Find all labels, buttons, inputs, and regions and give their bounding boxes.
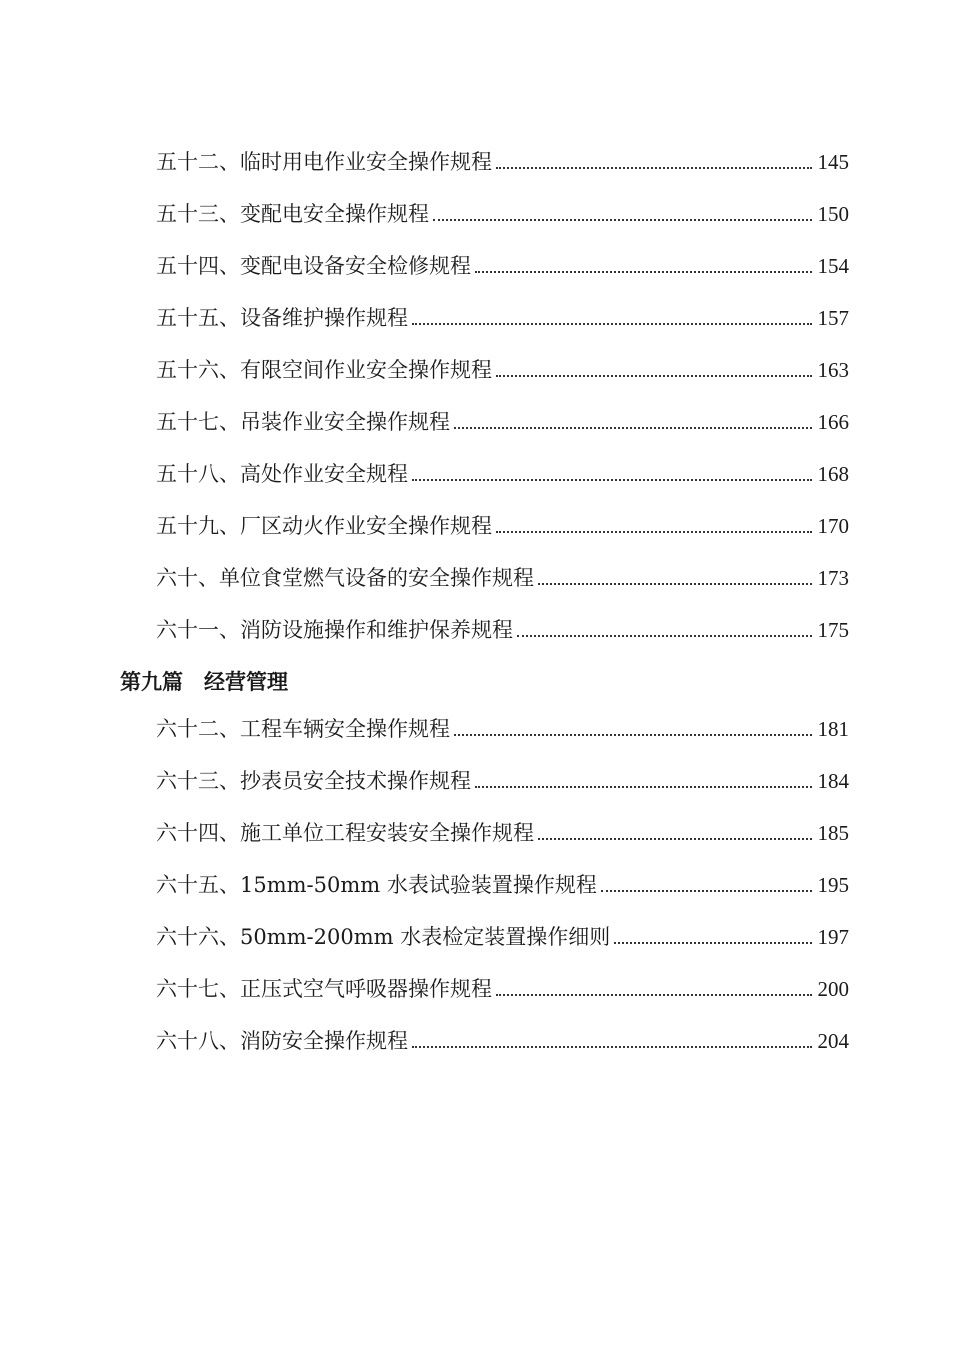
toc-entry[interactable] [156, 1025, 849, 1057]
dot-leader [496, 375, 812, 377]
toc-entry[interactable] [156, 146, 849, 178]
toc-entry-title: 五十八、高处作业安全规程 [156, 462, 408, 486]
toc-entry[interactable] [156, 302, 849, 334]
toc-entry-title: 六十六、50mm-200mm 水表检定装置操作细则 [156, 925, 611, 949]
toc-entry-page: 157 [817, 306, 849, 330]
toc-entry-page: 195 [817, 873, 849, 897]
toc-entry[interactable] [156, 198, 849, 230]
toc-entry-title: 六十四、施工单位工程安装安全操作规程 [156, 821, 534, 845]
dot-leader [496, 531, 812, 533]
section-heading: 第九篇 经营管理 [120, 670, 288, 694]
toc-entry-page: 154 [817, 254, 849, 278]
toc-entry-title: 五十九、厂区动火作业安全操作规程 [156, 514, 492, 538]
toc-entry-title: 五十七、吊装作业安全操作规程 [156, 410, 450, 434]
dot-leader [454, 734, 812, 736]
toc-entry-title: 六十八、消防安全操作规程 [156, 1029, 408, 1053]
dot-leader [538, 838, 812, 840]
dot-leader [412, 323, 812, 325]
toc-entry[interactable] [156, 921, 849, 953]
toc-entry[interactable] [156, 406, 849, 438]
dot-leader [538, 583, 812, 585]
toc-entry-title: 六十一、消防设施操作和维护保养规程 [156, 618, 513, 642]
toc-entry-page: 204 [817, 1029, 849, 1053]
toc-entry-title: 六十、单位食堂燃气设备的安全操作规程 [156, 566, 534, 590]
toc-entry[interactable] [156, 458, 849, 490]
dot-leader [433, 219, 812, 221]
toc-entry-page: 200 [817, 977, 849, 1001]
toc-entry[interactable] [156, 250, 849, 282]
toc-entry-page: 185 [817, 821, 849, 845]
toc-entry-title: 五十六、有限空间作业安全操作规程 [156, 358, 492, 382]
toc-entry-title: 五十五、设备维护操作规程 [156, 306, 408, 330]
toc-entry[interactable] [156, 765, 849, 797]
toc-entry-title: 六十七、正压式空气呼吸器操作规程 [156, 977, 492, 1001]
dot-leader [614, 942, 811, 944]
toc-entry[interactable] [156, 713, 849, 745]
toc-entry-title: 五十四、变配电设备安全检修规程 [156, 254, 471, 278]
toc-entry-title: 六十二、工程车辆安全操作规程 [156, 717, 450, 741]
dot-leader [454, 427, 812, 429]
toc-entry[interactable] [156, 614, 849, 646]
dot-leader [496, 167, 812, 169]
toc-entry[interactable] [156, 973, 849, 1005]
toc-entry[interactable] [156, 869, 849, 901]
toc-entry-page: 173 [817, 566, 849, 590]
toc-entry-page: 145 [817, 150, 849, 174]
toc-entry[interactable] [156, 510, 849, 542]
toc-entry-page: 184 [817, 769, 849, 793]
toc-entry-page: 197 [817, 925, 849, 949]
toc-entry-title: 五十二、临时用电作业安全操作规程 [156, 150, 492, 174]
dot-leader [475, 271, 812, 273]
dot-leader [601, 890, 812, 892]
toc-entry-page: 163 [817, 358, 849, 382]
toc-entry-page: 181 [817, 717, 849, 741]
dot-leader [475, 786, 812, 788]
toc-entry-page: 150 [817, 202, 849, 226]
toc-entry[interactable] [156, 817, 849, 849]
toc-entry[interactable] [156, 354, 849, 386]
dot-leader [412, 479, 812, 481]
toc-entry-page: 170 [817, 514, 849, 538]
toc-entry-page: 168 [817, 462, 849, 486]
toc-entry-page: 166 [817, 410, 849, 434]
toc-entry-title: 六十三、抄表员安全技术操作规程 [156, 769, 471, 793]
toc-entry[interactable] [156, 562, 849, 594]
dot-leader [496, 994, 812, 996]
dot-leader [517, 635, 812, 637]
toc-entry-title: 六十五、15mm-50mm 水表试验装置操作规程 [156, 873, 597, 897]
dot-leader [412, 1046, 812, 1048]
toc-entry-page: 175 [817, 618, 849, 642]
toc-entry-title: 五十三、变配电安全操作规程 [156, 202, 429, 226]
